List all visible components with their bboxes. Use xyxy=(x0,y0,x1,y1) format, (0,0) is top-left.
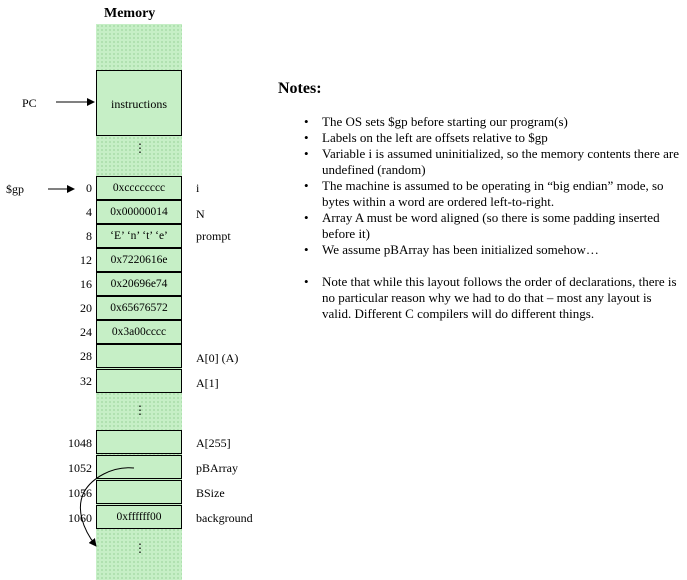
offset-label: 4 xyxy=(86,205,92,219)
offset-label: 1056 xyxy=(68,486,92,500)
memory-cell: 0x20696e74 xyxy=(96,272,182,296)
variable-label: i xyxy=(196,181,200,195)
offset-label: 24 xyxy=(80,325,92,339)
variable-label: BSize xyxy=(196,486,225,500)
memory-cell: ‘E’ ‘n’ ‘t’ ‘e’ xyxy=(96,224,182,248)
instructions-block: instructions xyxy=(96,70,182,136)
offset-label: 32 xyxy=(80,374,92,388)
offset-label: 28 xyxy=(80,349,92,363)
offset-label: 1048 xyxy=(68,436,92,450)
ellipsis-bottom: ⋮ xyxy=(134,541,146,555)
offset-label: 1052 xyxy=(68,461,92,475)
note-item: • We assume pBArray has been initialized somehow… xyxy=(300,242,684,258)
variable-label: background xyxy=(196,511,253,525)
variable-label: A[1] xyxy=(196,376,219,390)
pbarray-pointer-arrow xyxy=(80,468,134,546)
note-item: • Note that while this layout follows the order of declarations, there is no particular reason why we had to do that – most any layout is valid. Different C compilers will do different things. xyxy=(300,274,684,322)
pc-label: PC xyxy=(22,96,37,110)
offset-label: 20 xyxy=(80,301,92,315)
notes-title: Notes: xyxy=(278,80,322,97)
memory-cell: 0xffffff00 xyxy=(96,505,182,529)
memory-cell: 0x65676572 xyxy=(96,296,182,320)
variable-label: pBArray xyxy=(196,461,238,475)
variable-label: prompt xyxy=(196,229,231,243)
memory-cell: 0xcccccccc xyxy=(96,176,182,200)
offset-label: 16 xyxy=(80,277,92,291)
memory-title: Memory xyxy=(104,6,156,21)
gp-label: $gp xyxy=(6,182,24,196)
memory-cell: 0x00000014 xyxy=(96,200,182,224)
ellipsis-middle: ⋮ xyxy=(134,403,146,417)
offset-label: 8 xyxy=(86,229,92,243)
note-item: • The OS sets $gp before starting our program(s) xyxy=(300,114,684,130)
variable-label: A[0] (A) xyxy=(196,351,239,365)
offset-label: 0 xyxy=(86,181,92,195)
notes-list xyxy=(300,114,684,322)
note-item: • The machine is assumed to be operating in “big endian” mode, so bytes within a word are ordered left-to-right. xyxy=(300,178,684,210)
memory-cell: 0x3a00cccc xyxy=(96,320,182,344)
memory-cell: 0x7220616e xyxy=(96,248,182,272)
note-item: • Variable i is assumed uninitialized, so the memory contents there are undefined (random) xyxy=(300,146,684,178)
offset-label: 12 xyxy=(80,253,92,267)
note-item: • Array A must be word aligned (so there is some padding inserted before it) xyxy=(300,210,684,242)
ellipsis-top: ⋮ xyxy=(134,141,146,155)
offset-label: 1060 xyxy=(68,511,92,525)
variable-label: A[255] xyxy=(196,436,231,450)
note-item: • Labels on the left are offsets relative to $gp xyxy=(300,130,684,146)
variable-label: N xyxy=(196,207,205,221)
